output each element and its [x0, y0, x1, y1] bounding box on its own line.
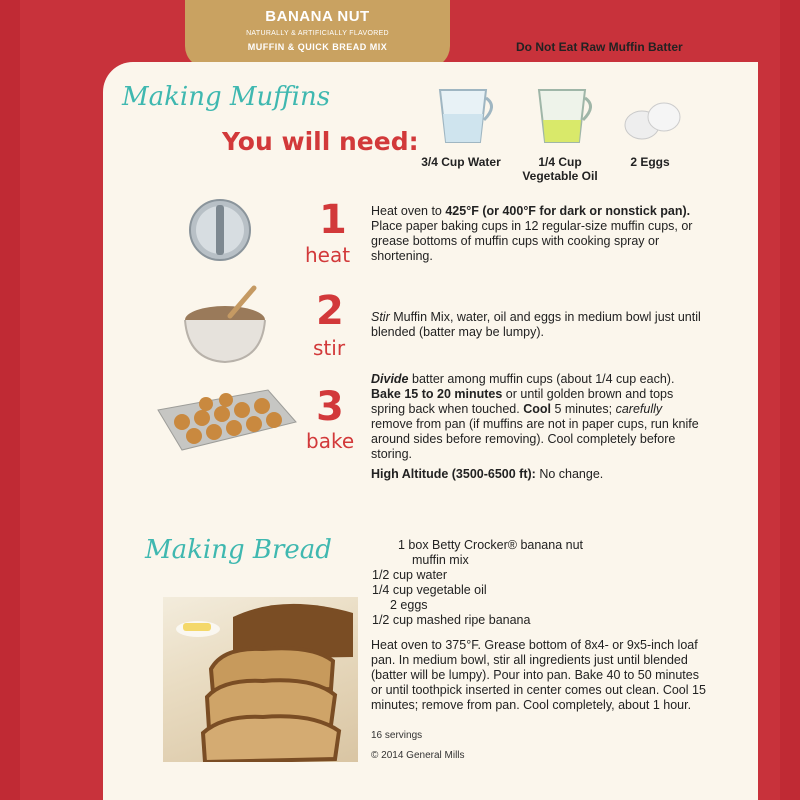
high-altitude-note: High Altitude (3500-6500 ft): No change.: [371, 467, 604, 481]
step-verb: heat: [305, 243, 351, 267]
ingredient-label: 2 Eggs: [630, 155, 670, 169]
ingredient-label: 1/4 Cup Vegetable Oil: [522, 155, 598, 183]
raw-batter-warning: Do Not Eat Raw Muffin Batter: [516, 40, 683, 54]
making-bread-title: Making Bread: [145, 535, 332, 565]
list-item: 1/2 cup water: [372, 568, 448, 582]
step-1-text: Heat oven to 425°F (or 400°F for dark or nonstick pan). Place paper baking cups in 12 regular-size muffin cups, or grease bottoms of muffin cups with cooking spray or shortening.: [371, 204, 693, 263]
banana-bread-illustration: [163, 597, 358, 762]
bread-ingredients-list: [372, 538, 583, 628]
bread-directions: Heat oven to 375°F. Grease bottom of 8x4- or 9x5-inch loaf pan. In medium bowl, stir all ingredients just until blended (batter will be lumpy). Pour into pan. Bake 40 to 50 minutes or until toothpick inserted in center comes out clean. Cool 15 minutes; remove from pan. Cool completely, about 1 hour.: [371, 638, 706, 712]
water-cup-icon: [428, 80, 498, 150]
making-muffins-title: Making Muffins: [122, 82, 331, 112]
product-type: MUFFIN & QUICK BREAD MIX: [247, 42, 388, 52]
step-number: 2: [316, 288, 344, 334]
eggs-icon: [620, 95, 690, 145]
oil-cup-icon: [527, 80, 597, 150]
you-will-need-heading: You will need:: [222, 127, 419, 156]
copyright: © 2014 General Mills: [371, 750, 465, 761]
product-tab: [185, 0, 450, 68]
servings: 16 servings: [371, 730, 423, 741]
oven-dial-icon: [185, 195, 255, 265]
step-number: 1: [319, 197, 347, 243]
step-2-text: Stir Muffin Mix, water, oil and eggs in medium bowl just until blended (batter may be lumpy).: [371, 310, 701, 339]
step-3-text: Divide batter among muffin cups (about 1/4 cup each). Bake 15 to 20 minutes or until golden brown and tops spring back when touched. Cool 5 minutes; carefully remove from pan (if muffins are not in paper cups, run knife around sides before removing). Cool completely before storing.: [371, 372, 699, 461]
list-item: 1 box Betty Crocker® banana nut: [398, 538, 584, 552]
ingredient-label: 3/4 Cup Water: [421, 155, 501, 169]
step-verb: bake: [306, 429, 355, 453]
product-name: BANANA NUT: [265, 8, 370, 25]
step-verb: stir: [313, 336, 346, 360]
list-item: 1/4 cup vegetable oil: [372, 583, 487, 597]
list-item: 2 eggs: [390, 598, 428, 612]
flavor-note: NATURALLY & ARTIFICIALLY FLAVORED: [246, 30, 389, 37]
banana-bread-photo: [163, 597, 358, 762]
step-number: 3: [316, 384, 344, 430]
mixing-bowl-icon: [178, 282, 273, 367]
list-item: muffin mix: [412, 553, 469, 567]
muffin-pan-icon: [150, 382, 300, 457]
list-item: 1/2 cup mashed ripe banana: [372, 613, 531, 627]
